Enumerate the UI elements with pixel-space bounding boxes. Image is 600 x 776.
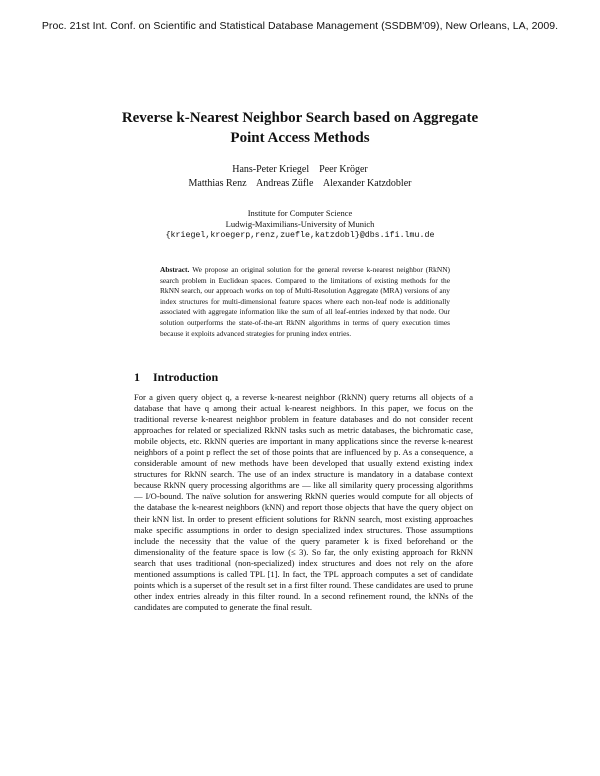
section-body: For a given query object q, a reverse k-nearest neighbor (RkNN) query returns all objects of a database that have q among their actual k-nearest neighbors. In this paper, we focus on the traditional reverse k-nearest neighbor problem in feature databases and do not consider recent approaches for related or specialized RkNN tasks such as metric databases, the bichromatic case, mobile objects, etc. RkNN queries are important in many applications since the reverse k-nearest neighbors of a point p reflect the set of those points that are influenced by p. As a consequence, a considerable amount of new methods have been developed that usually extend existing index structures for RkNN search. The use of an index structure is mandatory in a database context because RkNN query processing algorithms are — like all similarity query processing algorithms — I/O-bound. The naïve solution for answering RkNN queries would compute for all objects of the database the k-nearest neighbors (kNN) and report those objects that have the query object on their kNN list. In order to present efficient solutions for RkNN search, most existing approaches make specific assumptions in order to design specialized index structures. Those assumptions include the necessity that the value of the query parameter k is fixed beforehand or the dimensionality of the feature space is low (≤ 3). So far, the only existing approach for RkNN search that uses traditional (non-specialized) index structures and does not rely on the afore mentioned assumptions is called TPL [1]. In fact, the TPL approach computes a set of candidate points which is a superset of the result set in a first filter round. These candidates are used to prune other index entries already in this filter round. In a second refinement round, the kNNs of the candidates are computed to generate the final result.: [134, 392, 473, 612]
abstract: [160, 265, 450, 339]
authors-line-1: Hans-Peter Kriegel Peer Kröger: [232, 164, 368, 175]
section-number: 1: [134, 370, 140, 384]
title-line-1: Reverse k-Nearest Neighbor Search based on Aggregate: [121, 110, 479, 126]
section-title: Introduction: [153, 370, 219, 384]
authors-line-2: Matthias Renz Andreas Züfle Alexander Katzdobler: [188, 178, 412, 189]
author-list: [100, 163, 500, 191]
affiliation: [100, 208, 500, 241]
title-line-2: Point Access Methods: [230, 130, 370, 146]
running-head: Proc. 21st Int. Conf. on Scientific and Statistical Database Management (SSDBM'09), New Orleans, LA, 2009.: [41, 20, 559, 32]
abstract-label: Abstract.: [160, 265, 190, 274]
abstract-text: We propose an original solution for the general reverse k-nearest neighbor (RkNN) search problem in Euclidean spaces. Compared to the limitations of existing methods for the RkNN search, our approach works on top of Multi-Resolution Aggregate (MRA) versions of any index structures for multi-dimensional feature spaces where each non-leaf node is additionally associated with aggregate information like the sum of all leaf-entries indexed by that node. Our solution outperforms the state-of-the-art RkNN algorithms in terms of query execution times because it exploits advanced strategies for pruning index entries.: [160, 265, 450, 338]
affiliation-line-2: Ludwig-Maximilians-University of Munich: [225, 219, 375, 229]
paper-title: [100, 108, 500, 148]
author-emails: {kriegel,kroegerp,renz,zuefle,katzdobl}@dbs.ifi.lmu.de: [165, 231, 435, 240]
section-heading: [134, 370, 474, 385]
affiliation-line-1: Institute for Computer Science: [247, 208, 353, 218]
